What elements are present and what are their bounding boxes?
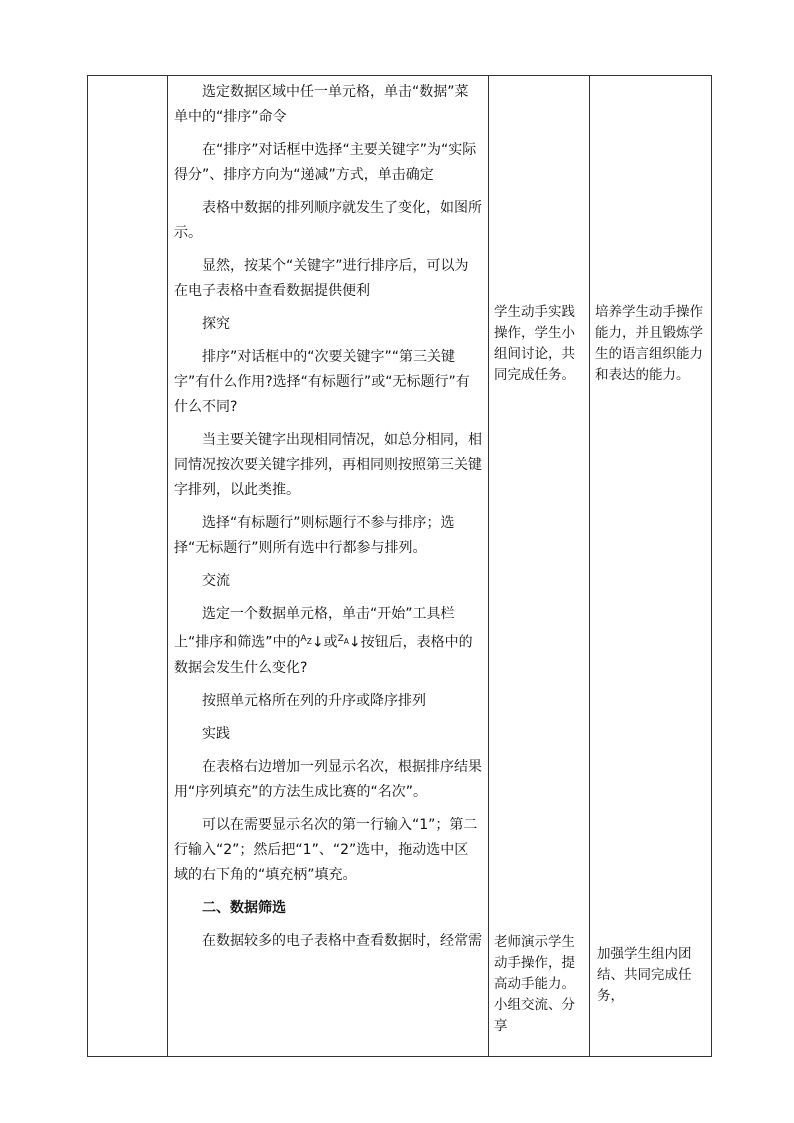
design-intent-top: 培养学生动手操作能力，并且锻炼学生的语言组织能力和表达的能力。 <box>595 304 703 383</box>
paragraph: 当主要关键字出现相同情况，如总分相同，相同情况按次要关键字排列，再相同则按照第三关键字排列，以此类推。 <box>174 432 482 498</box>
exchange-text-2: 按钮后，表格中的数据会发生什么变化? <box>174 634 473 676</box>
student-activity-top: 学生动手实践操作，学生小组间讨论，共同完成任务。 <box>494 304 575 383</box>
paragraph: 按照单元格所在列的升序或降序排列 <box>202 692 426 709</box>
design-intent-bottom: 加强学生组内团结、共同完成任务， <box>597 946 692 1004</box>
paragraph: 选择“有标题行”则标题行不参与排序；选择“无标题行”则所有选中行都参与排列。 <box>174 515 455 556</box>
paragraph: 表格中数据的排列顺序就发生了变化，如图所示。 <box>174 200 482 241</box>
heading-practice: 实践 <box>202 725 230 742</box>
arrow-down-icon: ↓ <box>311 634 324 651</box>
paragraph: 显然，按某个“关键字”进行排序后，可以为在电子表格中查看数据提供便利 <box>174 258 469 299</box>
lesson-plan-table <box>87 75 712 1057</box>
design-intent-cell <box>590 76 712 1057</box>
heading-explore: 探究 <box>202 316 230 332</box>
paragraph: 可以在需要显示名次的第一行输入“1”；第二行输入“2”；然后把“1”、“2”选中，拖动选中区域的右下角的“填充柄”填充。 <box>174 816 478 883</box>
arrow-down-icon: ↓ <box>348 634 361 651</box>
exchange-text-1: 选定一个数据单元格，单击“开始”工具栏上“排序和筛选”中的 <box>174 606 455 651</box>
student-activity-bottom: 老师演示学生动手操作，提高动手能力。小组交流、分享 <box>494 934 575 1034</box>
paragraph-exchange <box>174 602 482 681</box>
paragraph: 在数据较多的电子表格中查看数据时，经常需 <box>202 932 482 949</box>
or-text: 或 <box>323 634 338 651</box>
student-activity-cell <box>489 76 590 1057</box>
section-heading: 二、数据筛选 <box>202 899 286 916</box>
sort-ascending-icon: AZ <box>300 634 312 646</box>
paragraph: 在表格右边增加一列显示名次，根据排序结果用“序列填充”的方法生成比赛的“名次”。 <box>174 758 482 800</box>
teaching-content-cell <box>168 76 489 1057</box>
paragraph: 选定数据区域中任一单元格，单击“数据”菜单中的“排序”命令 <box>174 84 469 125</box>
heading-exchange: 交流 <box>202 573 230 589</box>
paragraph: 排序”对话框中的“次要关键字”“第三关键字”有什么作用?选择“有标题行”或“无标题行”有什么不同? <box>174 349 470 415</box>
empty-left-cell <box>88 76 168 1057</box>
paragraph: 在“排序”对话框中选择“主要关键字”为“实际得分”、排序方向为“递减”方式，单击确定 <box>174 142 477 183</box>
sort-descending-icon: ZA <box>337 634 349 646</box>
